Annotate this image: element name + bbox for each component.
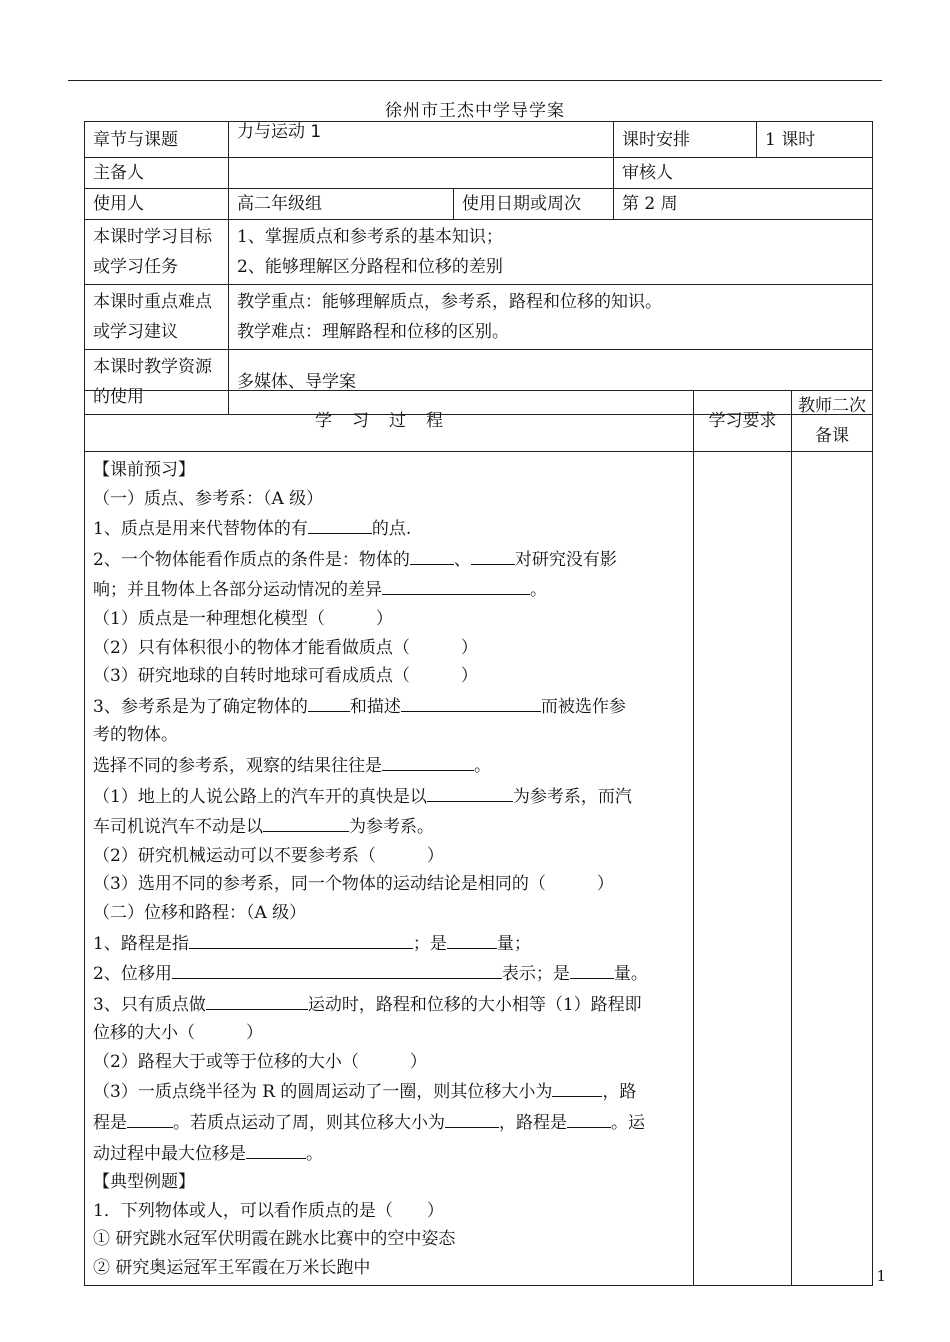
judgement-4: （2）研究机械运动可以不要参考系（ ）	[93, 845, 444, 866]
requirements-header: 学习要求	[694, 391, 792, 452]
distance-question-2: 2、位移用 表示；是 量。	[93, 958, 687, 989]
question-1: 1、质点是用来代替物体的有 的点.	[93, 513, 687, 544]
distance-question-3-cont: 位移的大小（ ）	[93, 1023, 263, 1044]
requirements-column	[694, 452, 792, 1286]
example-1-option-1: ① 研究跳水冠军伏明霞在跳水比赛中的空中姿态	[93, 1229, 456, 1250]
example-1-option-2: ② 研究奥运冠军王军霞在万米长跑中	[93, 1258, 371, 1279]
study-content	[85, 452, 694, 1286]
reviewer-label: 审核人	[614, 158, 873, 189]
hours-value: 1 课时	[757, 122, 873, 158]
process-title: 学习过程	[85, 391, 694, 452]
circle-question-end: 动过程中最大位移是 。	[93, 1138, 687, 1169]
judgement-1: （1）质点是一种理想化模型（ ）	[93, 608, 393, 629]
keypoint-item: 教学难点：理解路程和位移的区别。	[237, 322, 509, 342]
page-number: 1	[876, 1267, 886, 1285]
lesson-info-table	[84, 121, 873, 415]
teacher-notes-header: 教师二次备课	[792, 391, 873, 452]
date-value: 第 2 周	[614, 189, 873, 220]
question-3-cont: 考的物体。	[93, 725, 178, 746]
question-3: 3、参考系是为了确定物体的 和描述 而被选作参	[93, 691, 687, 722]
question-2-cont: 响；并且物体上各部分运动情况的差异 。	[93, 574, 687, 605]
preparer-label: 主备人	[85, 158, 229, 189]
hours-label: 课时安排	[614, 122, 757, 158]
lesson-title: 力与运动 1	[237, 121, 322, 142]
header-rule	[68, 80, 882, 81]
examples-heading: 【典型例题】	[93, 1172, 195, 1193]
circle-question-cont: 程是 。若质点运动了周，则其位移大小为 ，路程是 。运	[93, 1107, 687, 1138]
distance-judgement: （2）路程大于或等于位移的大小（ ）	[93, 1051, 427, 1072]
judgement-3: （3）研究地球的自转时地球可看成质点（ ）	[93, 666, 478, 687]
question-4: 选择不同的参考系，观察的结果往往是 。	[93, 750, 687, 781]
goal-item: 2、能够理解区分路程和位移的差别	[237, 257, 503, 277]
question-5: （1）地上的人说公路上的汽车开的真快是以 为参考系，而汽	[93, 781, 687, 812]
distance-question-3: 3、只有质点做 运动时，路程和位移的大小相等（1）路程即	[93, 989, 687, 1020]
judgement-5: （3）选用不同的参考系，同一个物体的运动结论是相同的（ ）	[93, 874, 614, 895]
resources-value: 多媒体、导学案	[229, 350, 873, 415]
goals-cell	[229, 220, 873, 285]
teacher-notes-column	[792, 452, 873, 1286]
keypoint-item: 教学重点：能够理解质点，参考系，路程和位移的知识。	[237, 292, 662, 312]
judgement-2: （2）只有体积很小的物体才能看做质点（ ）	[93, 637, 478, 658]
section-1-heading: （一）质点、参考系：（A 级）	[93, 488, 324, 509]
chapter-label: 章节与课题	[85, 122, 229, 158]
study-process-table	[84, 390, 873, 1286]
question-5-cont: 车司机说汽车不动是以 为参考系。	[93, 811, 687, 842]
preparer-value	[229, 158, 614, 189]
circle-question: （3）一质点绕半径为 R 的圆周运动了一圈，则其位移大小为 ，路	[93, 1076, 687, 1107]
chapter-value	[229, 122, 614, 158]
section-2-heading: （二）位移和路程：（A 级）	[93, 902, 307, 923]
user-label: 使用人	[85, 189, 229, 220]
preview-heading: 【课前预习】	[93, 460, 195, 480]
distance-question-1: 1、路程是指 ；是 量；	[93, 928, 687, 959]
resources-label: 本课时教学资源的使用	[85, 350, 229, 415]
user-value: 高二年级组	[229, 189, 454, 220]
document-title: 徐州市王杰中学导学案	[385, 101, 565, 121]
keypoints-cell	[229, 285, 873, 350]
date-label: 使用日期或周次	[454, 189, 614, 220]
question-2: 2、一个物体能看作质点的条件是：物体的 、 对研究没有影	[93, 544, 687, 575]
example-1: 1．下列物体或人，可以看作质点的是（ ）	[93, 1200, 444, 1221]
keypoints-label: 本课时重点难点或学习建议	[85, 285, 229, 350]
goals-label: 本课时学习目标或学习任务	[85, 220, 229, 285]
goal-item: 1、掌握质点和参考系的基本知识；	[237, 227, 503, 247]
